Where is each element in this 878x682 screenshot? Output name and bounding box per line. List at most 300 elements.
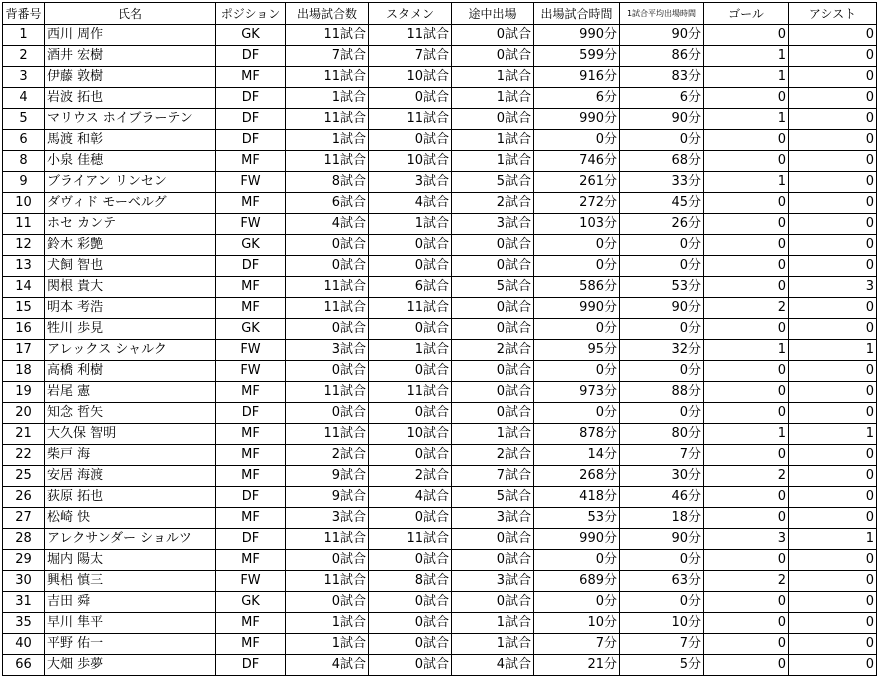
cell-avg-minutes: 0分 <box>620 256 704 277</box>
cell-avg-minutes: 0分 <box>620 361 704 382</box>
cell-goals: 0 <box>704 361 789 382</box>
cell-assists: 0 <box>789 550 877 571</box>
cell-assists: 0 <box>789 487 877 508</box>
cell-minutes: 0分 <box>534 403 620 424</box>
cell-name: 関根 貴大 <box>45 277 216 298</box>
cell-sub-appearances: 0試合 <box>452 298 534 319</box>
cell-minutes: 0分 <box>534 256 620 277</box>
cell-avg-minutes: 90分 <box>620 298 704 319</box>
cell-name: 興梠 慎三 <box>45 571 216 592</box>
cell-minutes: 53分 <box>534 508 620 529</box>
cell-goals: 0 <box>704 655 789 676</box>
cell-assists: 1 <box>789 340 877 361</box>
cell-name: 堀内 陽太 <box>45 550 216 571</box>
cell-position: MF <box>216 424 286 445</box>
cell-avg-minutes: 68分 <box>620 151 704 172</box>
cell-minutes: 689分 <box>534 571 620 592</box>
cell-position: DF <box>216 655 286 676</box>
cell-avg-minutes: 90分 <box>620 529 704 550</box>
cell-minutes: 0分 <box>534 592 620 613</box>
cell-name: 吉田 舜 <box>45 592 216 613</box>
table-row <box>3 466 877 487</box>
cell-sub-appearances: 0試合 <box>452 46 534 67</box>
cell-position: MF <box>216 508 286 529</box>
cell-goals: 0 <box>704 25 789 46</box>
cell-position: MF <box>216 193 286 214</box>
cell-starts: 0試合 <box>369 508 452 529</box>
cell-position: DF <box>216 46 286 67</box>
player-stats-table <box>2 2 877 676</box>
cell-position: DF <box>216 529 286 550</box>
cell-sub-appearances: 5試合 <box>452 172 534 193</box>
cell-number: 19 <box>3 382 45 403</box>
cell-name: 松崎 快 <box>45 508 216 529</box>
cell-minutes: 261分 <box>534 172 620 193</box>
cell-goals: 2 <box>704 571 789 592</box>
cell-appearances: 1試合 <box>286 634 369 655</box>
cell-avg-minutes: 5分 <box>620 655 704 676</box>
cell-sub-appearances: 3試合 <box>452 214 534 235</box>
cell-name: 大久保 智明 <box>45 424 216 445</box>
cell-minutes: 103分 <box>534 214 620 235</box>
cell-name: 明本 考浩 <box>45 298 216 319</box>
table-row <box>3 655 877 676</box>
cell-number: 20 <box>3 403 45 424</box>
cell-name: ブライアン リンセン <box>45 172 216 193</box>
cell-position: GK <box>216 592 286 613</box>
cell-appearances: 11試合 <box>286 277 369 298</box>
cell-assists: 0 <box>789 634 877 655</box>
cell-number: 3 <box>3 67 45 88</box>
cell-sub-appearances: 1試合 <box>452 67 534 88</box>
cell-starts: 3試合 <box>369 172 452 193</box>
cell-goals: 0 <box>704 634 789 655</box>
cell-assists: 0 <box>789 151 877 172</box>
cell-number: 66 <box>3 655 45 676</box>
cell-sub-appearances: 2試合 <box>452 445 534 466</box>
cell-assists: 0 <box>789 403 877 424</box>
header-goals: ゴール <box>704 3 789 25</box>
table-row <box>3 88 877 109</box>
cell-starts: 8試合 <box>369 571 452 592</box>
cell-avg-minutes: 32分 <box>620 340 704 361</box>
table-row <box>3 214 877 235</box>
cell-assists: 0 <box>789 592 877 613</box>
cell-sub-appearances: 5試合 <box>452 277 534 298</box>
cell-position: FW <box>216 340 286 361</box>
cell-appearances: 0試合 <box>286 235 369 256</box>
cell-appearances: 0試合 <box>286 361 369 382</box>
cell-avg-minutes: 0分 <box>620 550 704 571</box>
cell-number: 12 <box>3 235 45 256</box>
cell-minutes: 0分 <box>534 550 620 571</box>
cell-name: アレクサンダー ショルツ <box>45 529 216 550</box>
cell-starts: 11試合 <box>369 382 452 403</box>
cell-appearances: 3試合 <box>286 508 369 529</box>
cell-minutes: 418分 <box>534 487 620 508</box>
cell-sub-appearances: 0試合 <box>452 361 534 382</box>
cell-sub-appearances: 0試合 <box>452 382 534 403</box>
cell-goals: 0 <box>704 88 789 109</box>
cell-number: 8 <box>3 151 45 172</box>
header-assists: アシスト <box>789 3 877 25</box>
cell-starts: 10試合 <box>369 151 452 172</box>
cell-number: 18 <box>3 361 45 382</box>
cell-starts: 0試合 <box>369 445 452 466</box>
cell-avg-minutes: 30分 <box>620 466 704 487</box>
header-minutes: 出場試合時間 <box>534 3 620 25</box>
cell-avg-minutes: 26分 <box>620 214 704 235</box>
cell-starts: 0試合 <box>369 319 452 340</box>
cell-assists: 0 <box>789 361 877 382</box>
table-row <box>3 592 877 613</box>
cell-avg-minutes: 90分 <box>620 109 704 130</box>
cell-number: 4 <box>3 88 45 109</box>
cell-avg-minutes: 83分 <box>620 67 704 88</box>
cell-goals: 0 <box>704 508 789 529</box>
cell-avg-minutes: 7分 <box>620 634 704 655</box>
cell-appearances: 1試合 <box>286 130 369 151</box>
cell-sub-appearances: 0試合 <box>452 550 534 571</box>
table-row <box>3 25 877 46</box>
cell-appearances: 11試合 <box>286 67 369 88</box>
cell-minutes: 6分 <box>534 88 620 109</box>
cell-number: 26 <box>3 487 45 508</box>
cell-assists: 0 <box>789 235 877 256</box>
cell-assists: 0 <box>789 109 877 130</box>
cell-minutes: 95分 <box>534 340 620 361</box>
cell-avg-minutes: 0分 <box>620 403 704 424</box>
cell-sub-appearances: 2試合 <box>452 193 534 214</box>
cell-name: 大畑 歩夢 <box>45 655 216 676</box>
cell-goals: 0 <box>704 235 789 256</box>
table-row <box>3 445 877 466</box>
cell-starts: 0試合 <box>369 634 452 655</box>
cell-number: 28 <box>3 529 45 550</box>
cell-position: MF <box>216 550 286 571</box>
cell-minutes: 746分 <box>534 151 620 172</box>
cell-position: MF <box>216 298 286 319</box>
cell-sub-appearances: 3試合 <box>452 571 534 592</box>
cell-appearances: 1試合 <box>286 613 369 634</box>
cell-number: 15 <box>3 298 45 319</box>
table-row <box>3 46 877 67</box>
cell-name: 荻原 拓也 <box>45 487 216 508</box>
cell-name: ダヴィド モーベルグ <box>45 193 216 214</box>
cell-goals: 0 <box>704 382 789 403</box>
table-row <box>3 67 877 88</box>
cell-minutes: 990分 <box>534 529 620 550</box>
cell-minutes: 21分 <box>534 655 620 676</box>
cell-avg-minutes: 33分 <box>620 172 704 193</box>
cell-minutes: 14分 <box>534 445 620 466</box>
cell-minutes: 7分 <box>534 634 620 655</box>
cell-goals: 3 <box>704 529 789 550</box>
cell-minutes: 878分 <box>534 424 620 445</box>
table-row <box>3 424 877 445</box>
cell-sub-appearances: 1試合 <box>452 130 534 151</box>
cell-avg-minutes: 45分 <box>620 193 704 214</box>
table-row <box>3 529 877 550</box>
cell-number: 11 <box>3 214 45 235</box>
cell-appearances: 4試合 <box>286 214 369 235</box>
cell-starts: 0試合 <box>369 256 452 277</box>
cell-position: GK <box>216 319 286 340</box>
cell-position: DF <box>216 403 286 424</box>
cell-assists: 0 <box>789 172 877 193</box>
cell-position: GK <box>216 25 286 46</box>
cell-assists: 0 <box>789 571 877 592</box>
cell-name: ホセ カンテ <box>45 214 216 235</box>
cell-assists: 0 <box>789 445 877 466</box>
cell-appearances: 4試合 <box>286 655 369 676</box>
cell-avg-minutes: 0分 <box>620 592 704 613</box>
cell-number: 6 <box>3 130 45 151</box>
cell-starts: 11試合 <box>369 529 452 550</box>
cell-goals: 0 <box>704 151 789 172</box>
cell-position: MF <box>216 67 286 88</box>
cell-appearances: 11試合 <box>286 529 369 550</box>
header-starts: スタメン <box>369 3 452 25</box>
cell-starts: 11試合 <box>369 298 452 319</box>
cell-position: DF <box>216 256 286 277</box>
cell-avg-minutes: 80分 <box>620 424 704 445</box>
cell-goals: 1 <box>704 109 789 130</box>
cell-position: FW <box>216 571 286 592</box>
cell-avg-minutes: 18分 <box>620 508 704 529</box>
cell-sub-appearances: 0試合 <box>452 529 534 550</box>
cell-goals: 0 <box>704 277 789 298</box>
cell-position: GK <box>216 235 286 256</box>
cell-appearances: 8試合 <box>286 172 369 193</box>
cell-number: 22 <box>3 445 45 466</box>
cell-name: マリウス ホイブラーテン <box>45 109 216 130</box>
cell-position: MF <box>216 445 286 466</box>
cell-goals: 1 <box>704 46 789 67</box>
cell-number: 31 <box>3 592 45 613</box>
cell-position: FW <box>216 172 286 193</box>
cell-appearances: 9試合 <box>286 466 369 487</box>
cell-starts: 1試合 <box>369 340 452 361</box>
cell-number: 5 <box>3 109 45 130</box>
cell-number: 10 <box>3 193 45 214</box>
table-row <box>3 571 877 592</box>
cell-starts: 0試合 <box>369 550 452 571</box>
cell-assists: 0 <box>789 88 877 109</box>
cell-minutes: 990分 <box>534 25 620 46</box>
cell-appearances: 0試合 <box>286 550 369 571</box>
cell-minutes: 973分 <box>534 382 620 403</box>
cell-sub-appearances: 1試合 <box>452 151 534 172</box>
cell-starts: 7試合 <box>369 46 452 67</box>
cell-goals: 0 <box>704 592 789 613</box>
cell-starts: 4試合 <box>369 487 452 508</box>
cell-name: 犬飼 智也 <box>45 256 216 277</box>
cell-goals: 0 <box>704 445 789 466</box>
cell-goals: 0 <box>704 256 789 277</box>
header-sub-appearances: 途中出場 <box>452 3 534 25</box>
cell-assists: 0 <box>789 382 877 403</box>
cell-goals: 0 <box>704 214 789 235</box>
cell-appearances: 11試合 <box>286 109 369 130</box>
cell-starts: 11試合 <box>369 25 452 46</box>
cell-avg-minutes: 0分 <box>620 235 704 256</box>
table-row <box>3 277 877 298</box>
cell-goals: 0 <box>704 613 789 634</box>
table-row <box>3 256 877 277</box>
cell-minutes: 990分 <box>534 109 620 130</box>
cell-appearances: 11試合 <box>286 151 369 172</box>
cell-position: FW <box>216 361 286 382</box>
cell-minutes: 0分 <box>534 130 620 151</box>
cell-position: DF <box>216 109 286 130</box>
cell-goals: 0 <box>704 319 789 340</box>
cell-minutes: 599分 <box>534 46 620 67</box>
cell-name: 安居 海渡 <box>45 466 216 487</box>
cell-assists: 0 <box>789 655 877 676</box>
cell-minutes: 268分 <box>534 466 620 487</box>
cell-minutes: 990分 <box>534 298 620 319</box>
cell-assists: 1 <box>789 529 877 550</box>
cell-position: MF <box>216 634 286 655</box>
cell-position: FW <box>216 214 286 235</box>
cell-number: 25 <box>3 466 45 487</box>
cell-assists: 0 <box>789 130 877 151</box>
table-row <box>3 172 877 193</box>
cell-assists: 0 <box>789 508 877 529</box>
table-row <box>3 613 877 634</box>
cell-starts: 6試合 <box>369 277 452 298</box>
cell-appearances: 11試合 <box>286 382 369 403</box>
cell-sub-appearances: 5試合 <box>452 487 534 508</box>
table-row <box>3 361 877 382</box>
cell-starts: 2試合 <box>369 466 452 487</box>
cell-starts: 0試合 <box>369 403 452 424</box>
cell-name: 柴戸 海 <box>45 445 216 466</box>
cell-sub-appearances: 1試合 <box>452 634 534 655</box>
cell-name: 知念 哲矢 <box>45 403 216 424</box>
cell-sub-appearances: 4試合 <box>452 655 534 676</box>
cell-minutes: 586分 <box>534 277 620 298</box>
cell-goals: 1 <box>704 424 789 445</box>
cell-starts: 0試合 <box>369 361 452 382</box>
cell-appearances: 11試合 <box>286 571 369 592</box>
table-row <box>3 403 877 424</box>
cell-avg-minutes: 10分 <box>620 613 704 634</box>
cell-starts: 0試合 <box>369 130 452 151</box>
cell-assists: 0 <box>789 298 877 319</box>
cell-number: 9 <box>3 172 45 193</box>
cell-sub-appearances: 0試合 <box>452 256 534 277</box>
cell-appearances: 11試合 <box>286 298 369 319</box>
cell-starts: 11試合 <box>369 109 452 130</box>
cell-starts: 10試合 <box>369 424 452 445</box>
cell-name: 酒井 宏樹 <box>45 46 216 67</box>
cell-appearances: 9試合 <box>286 487 369 508</box>
cell-starts: 1試合 <box>369 214 452 235</box>
cell-goals: 0 <box>704 193 789 214</box>
cell-sub-appearances: 3試合 <box>452 508 534 529</box>
cell-starts: 10試合 <box>369 67 452 88</box>
cell-assists: 0 <box>789 46 877 67</box>
cell-goals: 0 <box>704 130 789 151</box>
cell-position: DF <box>216 88 286 109</box>
cell-minutes: 0分 <box>534 319 620 340</box>
cell-name: 伊藤 敦樹 <box>45 67 216 88</box>
header-row <box>3 3 877 25</box>
cell-goals: 2 <box>704 466 789 487</box>
cell-number: 40 <box>3 634 45 655</box>
cell-name: 馬渡 和彰 <box>45 130 216 151</box>
cell-sub-appearances: 0試合 <box>452 235 534 256</box>
cell-number: 13 <box>3 256 45 277</box>
cell-assists: 0 <box>789 193 877 214</box>
table-row <box>3 508 877 529</box>
cell-position: MF <box>216 277 286 298</box>
cell-number: 30 <box>3 571 45 592</box>
cell-avg-minutes: 0分 <box>620 130 704 151</box>
cell-sub-appearances: 1試合 <box>452 88 534 109</box>
table-row <box>3 109 877 130</box>
cell-name: 小泉 佳穂 <box>45 151 216 172</box>
cell-minutes: 916分 <box>534 67 620 88</box>
cell-appearances: 11試合 <box>286 25 369 46</box>
cell-starts: 0試合 <box>369 235 452 256</box>
cell-assists: 0 <box>789 214 877 235</box>
cell-appearances: 1試合 <box>286 88 369 109</box>
cell-number: 14 <box>3 277 45 298</box>
table-row <box>3 151 877 172</box>
table-row <box>3 382 877 403</box>
cell-position: MF <box>216 382 286 403</box>
cell-assists: 0 <box>789 319 877 340</box>
cell-name: 早川 隼平 <box>45 613 216 634</box>
cell-name: 岩尾 憲 <box>45 382 216 403</box>
cell-number: 16 <box>3 319 45 340</box>
cell-appearances: 3試合 <box>286 340 369 361</box>
cell-appearances: 7試合 <box>286 46 369 67</box>
cell-number: 35 <box>3 613 45 634</box>
cell-number: 1 <box>3 25 45 46</box>
cell-name: 鈴木 彩艶 <box>45 235 216 256</box>
cell-avg-minutes: 46分 <box>620 487 704 508</box>
cell-position: MF <box>216 151 286 172</box>
cell-goals: 0 <box>704 403 789 424</box>
cell-starts: 0試合 <box>369 88 452 109</box>
cell-sub-appearances: 0試合 <box>452 109 534 130</box>
cell-assists: 1 <box>789 424 877 445</box>
cell-goals: 0 <box>704 487 789 508</box>
cell-name: 高橋 利樹 <box>45 361 216 382</box>
cell-starts: 0試合 <box>369 592 452 613</box>
cell-goals: 0 <box>704 550 789 571</box>
cell-name: 岩波 拓也 <box>45 88 216 109</box>
cell-sub-appearances: 0試合 <box>452 319 534 340</box>
cell-goals: 1 <box>704 67 789 88</box>
table-row <box>3 340 877 361</box>
cell-starts: 4試合 <box>369 193 452 214</box>
cell-minutes: 0分 <box>534 361 620 382</box>
header-appearances: 出場試合数 <box>286 3 369 25</box>
cell-avg-minutes: 7分 <box>620 445 704 466</box>
cell-goals: 2 <box>704 298 789 319</box>
cell-minutes: 272分 <box>534 193 620 214</box>
cell-starts: 0試合 <box>369 655 452 676</box>
table-row <box>3 235 877 256</box>
cell-sub-appearances: 2試合 <box>452 340 534 361</box>
cell-sub-appearances: 0試合 <box>452 403 534 424</box>
cell-avg-minutes: 63分 <box>620 571 704 592</box>
